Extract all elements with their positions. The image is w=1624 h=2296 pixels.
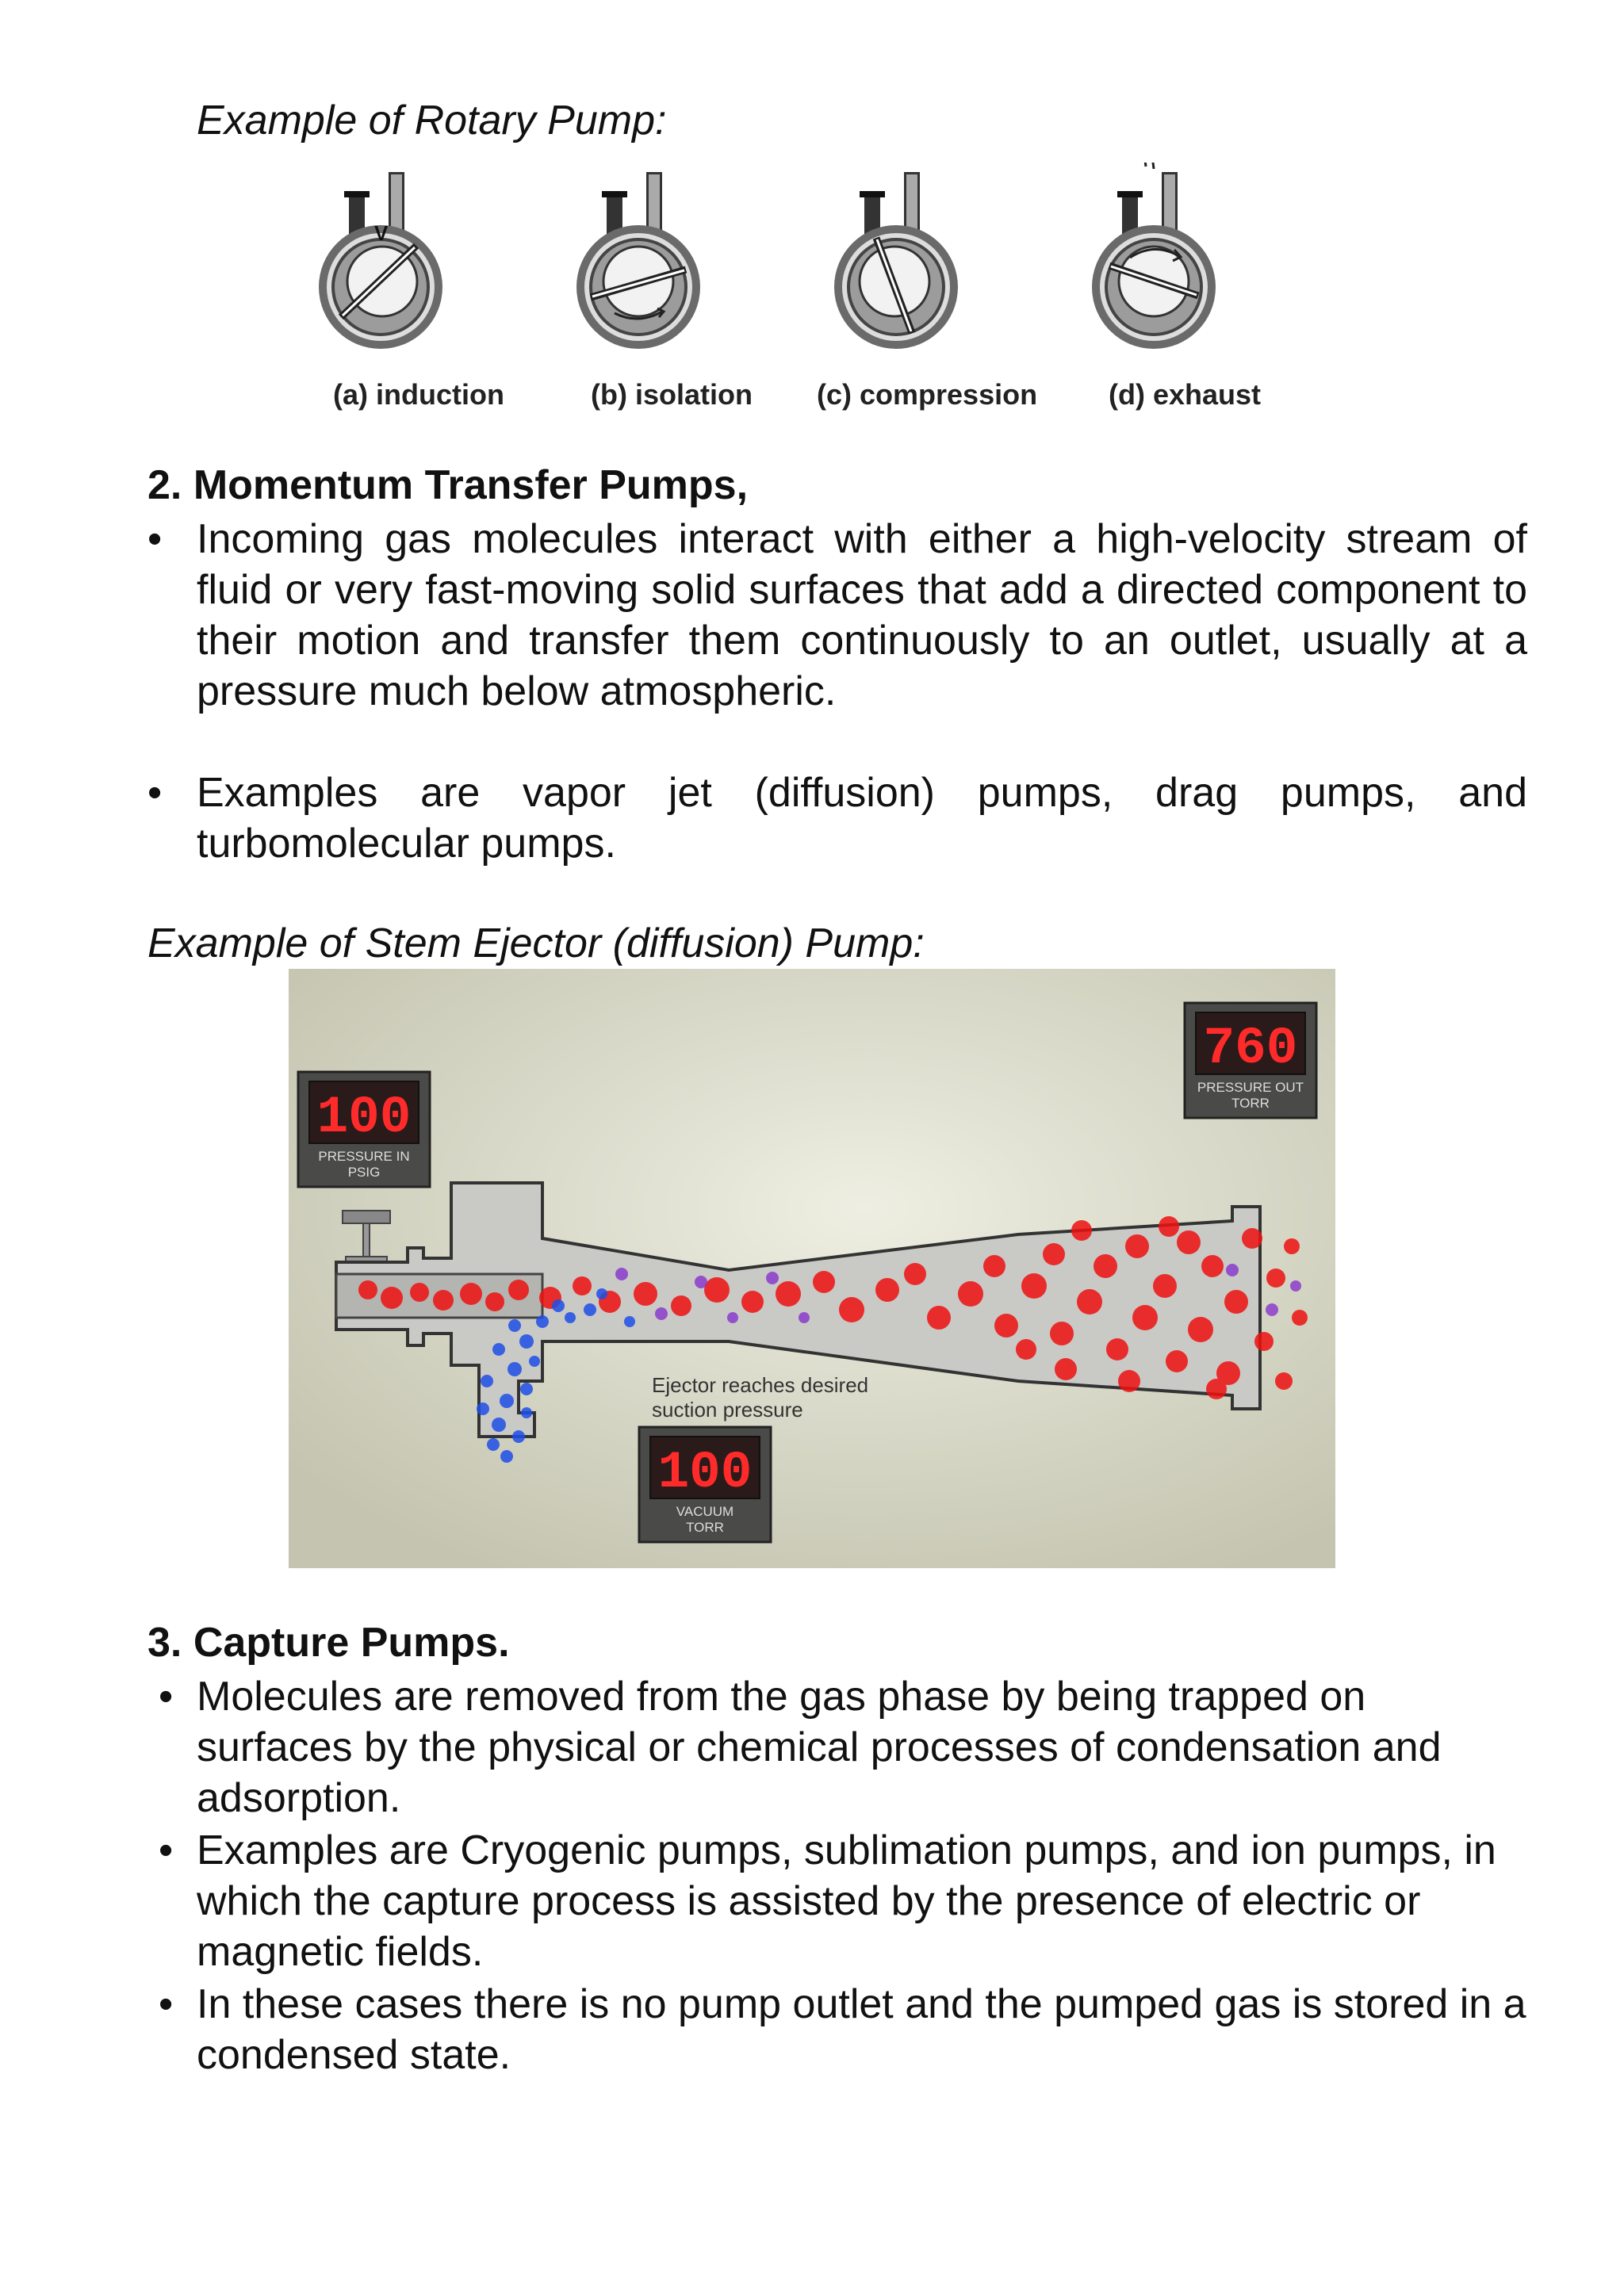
momentum-heading: 2. Momentum Transfer Pumps, xyxy=(147,462,749,508)
ejector-caption: Example of Stem Ejector (diffusion) Pump: xyxy=(147,920,925,966)
momentum-bullet-1 xyxy=(147,514,1527,717)
gauge-pressure-out-unit: TORR xyxy=(1231,1096,1270,1111)
steam-ejector-figure xyxy=(289,969,1335,1568)
capture-bullet-3 xyxy=(147,1979,1527,2080)
capture-bullet-2 xyxy=(147,1825,1527,1977)
bullet-marker: • xyxy=(159,1674,174,1720)
rotary-pump-figure xyxy=(317,163,1293,424)
capture-bullet-text: Examples are Cryogenic pumps, sublimation pumps, and ion pumps, in which the capture process is assisted by the presence of electric or magnetic fields. xyxy=(197,1827,1496,1975)
capture-heading: 3. Capture Pumps. xyxy=(147,1620,510,1666)
stage-label-induction: (a) induction xyxy=(333,378,504,411)
momentum-bullet-text: Incoming gas molecules interact with either a high-velocity stream of fluid or very fast-moving solid surfaces that add a directed component to their motion and transfer them continuously to an outlet, usually at a pressure much below atmospheric. xyxy=(197,516,1527,714)
capture-bullet-text: Molecules are removed from the gas phase by being trapped on surfaces by the physical or chemical processes of condensation and adsorption. xyxy=(197,1674,1442,1821)
rotary-stage-c-diagram xyxy=(834,172,958,349)
rotary-stage-a-diagram xyxy=(319,172,442,349)
gauge-pressure-in-label: PRESSURE IN xyxy=(318,1149,410,1164)
gauge-pressure-out-label: PRESSURE OUT xyxy=(1197,1080,1304,1095)
stage-label-isolation: (b) isolation xyxy=(591,378,753,411)
gauge-vacuum-unit: TORR xyxy=(686,1520,724,1535)
momentum-bullet-text: Examples are vapor jet (diffusion) pumps, drag pumps, and turbomolecular pumps. xyxy=(197,770,1527,867)
ejector-note-line1: Ejector reaches desired xyxy=(652,1373,869,1397)
capture-bullet-text: In these cases there is no pump outlet and the pumped gas is stored in a condensed state. xyxy=(197,1981,1526,2078)
stage-a-v-marker: V xyxy=(374,221,389,245)
gauge-pressure-out-value: 760 xyxy=(1203,1019,1298,1078)
rotary-stage-d-diagram xyxy=(1092,163,1216,349)
gauge-vacuum-label: VACUUM xyxy=(676,1504,734,1519)
rotary-caption: Example of Rotary Pump: xyxy=(197,98,667,144)
gauge-pressure-in-value: 100 xyxy=(316,1088,412,1147)
rotary-stage-b-diagram xyxy=(576,172,700,349)
gauge-pressure-in xyxy=(298,1072,430,1187)
stage-label-compression: (c) compression xyxy=(817,378,1038,411)
bullet-marker: • xyxy=(147,770,163,816)
bullet-marker: • xyxy=(159,1827,174,1873)
ejector-note-line2: suction pressure xyxy=(652,1398,803,1422)
capture-bullet-1 xyxy=(147,1671,1527,1823)
bullet-marker: • xyxy=(147,516,163,562)
gauge-pressure-in-unit: PSIG xyxy=(347,1165,381,1180)
gauge-vacuum xyxy=(639,1427,771,1542)
momentum-bullet-2 xyxy=(147,767,1527,869)
gauge-vacuum-value: 100 xyxy=(657,1443,753,1502)
gauge-pressure-out xyxy=(1185,1003,1316,1118)
stage-label-exhaust: (d) exhaust xyxy=(1109,378,1262,411)
bullet-marker: • xyxy=(159,1981,174,2027)
